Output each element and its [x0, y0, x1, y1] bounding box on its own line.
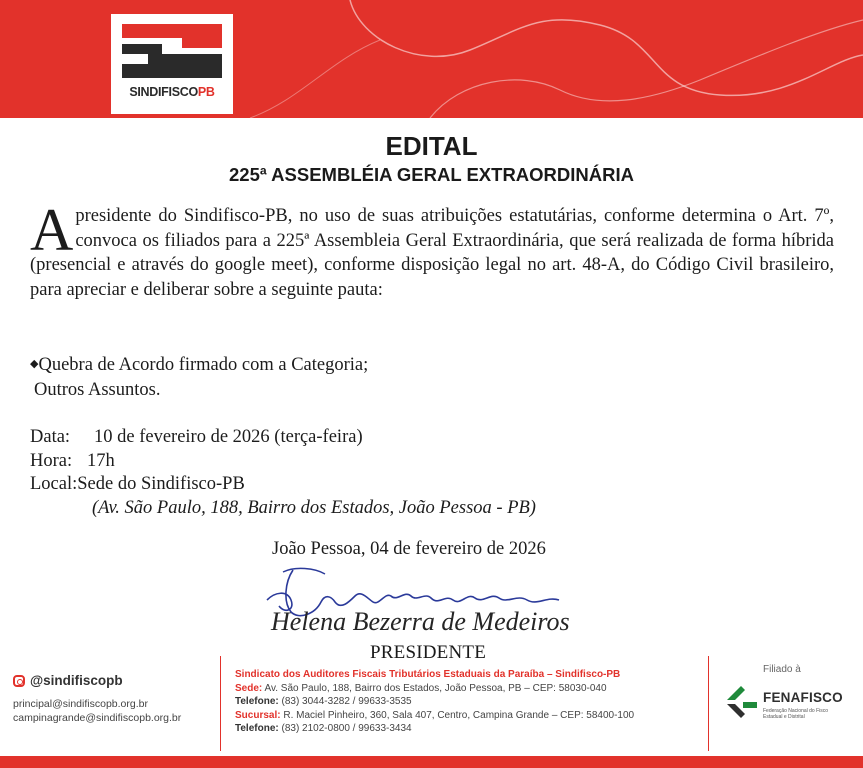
page-subtitle: 225ª ASSEMBLÉIA GERAL EXTRAORDINÁRIA [229, 164, 634, 185]
intro-paragraph [30, 197, 834, 302]
footer-divider [220, 656, 221, 751]
contact-emails [13, 697, 181, 725]
signature-block [255, 562, 615, 662]
agenda-item: Outros Assuntos. [34, 379, 161, 400]
drop-cap: A [30, 197, 74, 263]
location-value: Sede do Sindifisco-PB [77, 474, 245, 494]
org-name: Sindicato dos Auditores Fiscais Tributários Estaduais da Paraíba – Sindifisco-PB [235, 669, 621, 680]
location-address: (Av. São Paulo, 188, Bairro dos Estados, João Pessoa - PB) [92, 497, 536, 518]
date-label: Data: [30, 427, 71, 447]
email-principal: principal@sindifiscopb.org.br [13, 698, 148, 710]
fenafisco-logo-icon [723, 684, 759, 724]
intro-text: presidente do Sindifisco-PB, no uso de suas atribuições estatutárias, conforme determina o Art. 7º, convoca os filiados para a 225ª Assembleia Geral Extraordinária, que será realizada de forma híbrida (presencial e através do google meet), conforme disposição legal no art. 48-A, do Código Civil brasileiro, para apreciar e deliberar sobre a seguinte pauta: [30, 206, 834, 300]
sucursal-row: Sucursal: R. Maciel Pinheiro, 360, Sala 407, Centro, Campina Grande – CEP: 58400-100 [235, 709, 635, 721]
agenda-list [30, 352, 368, 402]
logo-mark-icon [118, 20, 226, 82]
footer-divider [708, 656, 709, 751]
time-row [30, 450, 536, 474]
bullet-icon: ◆ [30, 358, 39, 370]
sede-row: Sede: Av. São Paulo, 188, Bairro dos Estados, João Pessoa, PB – CEP: 58030-040 [235, 682, 607, 694]
footer-red-bar [0, 756, 863, 768]
federation-subtitle: Federação Nacional do Fisco Estadual e Distrital [763, 708, 829, 720]
time-value: 17h [87, 450, 115, 471]
place-date: João Pessoa, 04 de fevereiro de 2026 [272, 539, 546, 559]
page-title: EDITAL [385, 131, 478, 161]
signer-role: PRESIDENTE [370, 642, 486, 663]
organization-info [235, 668, 634, 736]
federation-name: FENAFISCO [763, 690, 843, 705]
header-banner [0, 0, 863, 118]
instagram-icon [13, 675, 25, 687]
agenda-item: ◆Quebra de Acordo firmado com a Categoria; [30, 355, 369, 375]
logo-wordmark: SINDIFISCOPB [129, 85, 215, 99]
location-label: Local: [30, 474, 78, 494]
affiliated-label: Filiado à [763, 664, 801, 675]
email-campina-grande: campinagrande@sindifiscopb.org.br [13, 712, 182, 724]
instagram-handle: @sindifiscopb [13, 673, 123, 688]
meeting-info [30, 426, 536, 520]
date-row [30, 426, 536, 450]
location-row [30, 473, 536, 497]
time-label: Hora: [30, 450, 73, 471]
signer-name: Helena Bezerra de Medeiros [271, 607, 570, 636]
sindifisco-logo [111, 14, 233, 114]
sede-phone-row: Telefone: (83) 3044-3282 / 99633-3535 [235, 696, 412, 707]
date-value: 10 de fevereiro de 2026 (terça-feira) [94, 427, 363, 447]
sucursal-phone-row: Telefone: (83) 2102-0800 / 99633-3434 [235, 723, 412, 734]
